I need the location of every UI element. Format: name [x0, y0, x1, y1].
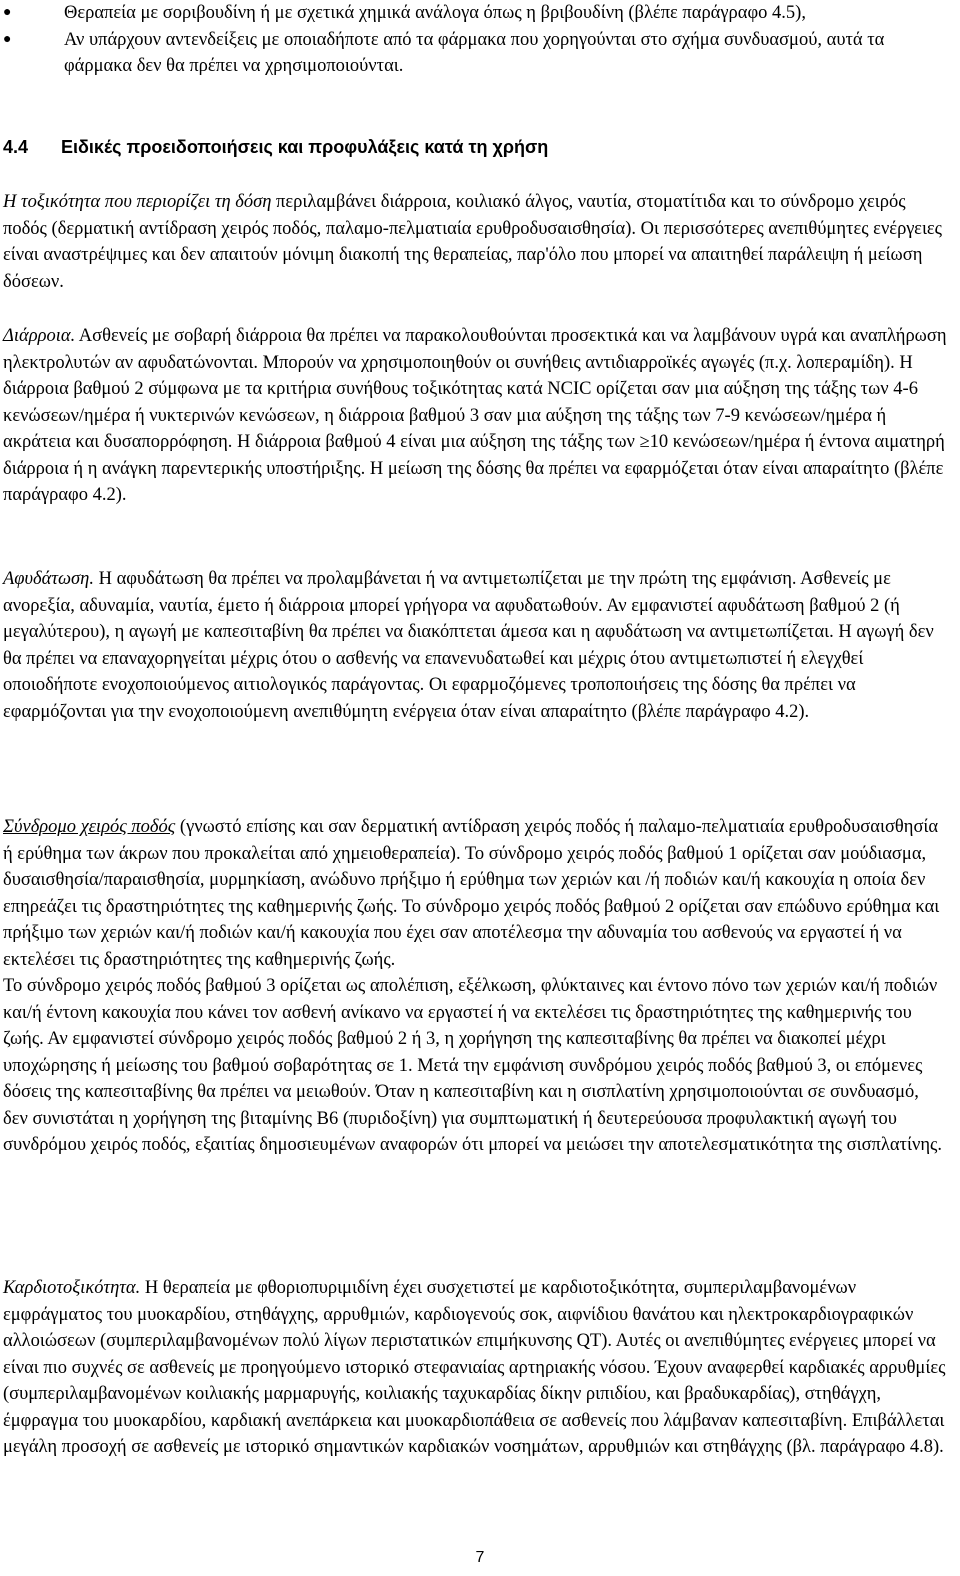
- paragraph-text: περιλαμβάνει διάρροια, κοιλιακό άλγος, ναυτία, στοματίτιδα και το σύνδρομο χειρός ποδός (δερματική αντίδραση χειρός ποδός, παλαμο-πελματιαία ερυθροδυσαισθησία). Οι περισσότερες ανεπιθύμητες ενέργειες είναι αναστρέψιμες και δεν απαιτούν μόνιμη διακοπή της θεραπείας, παρ'όλο που μπορεί να απαιτηθεί παράλειψη ή μείωση δόσεων.: [3, 192, 943, 292]
- paragraph-lead: Σύνδρομο χειρός ποδός: [3, 817, 176, 837]
- paragraph-text: Ασθενείς με σοβαρή διάρροια θα πρέπει να παρακολουθούνται προσεκτικά και να λαμβάνουν υγρά και αναπλήρωση ηλεκτρολυτών αν αφυδατώνονται. Μπορούν να χρησιμοποιηθούν οι συνήθεις αντιδιαρροϊκές αγωγές (π.χ. λοπεραμίδη). Η διάρροια βαθμού 2 σύμφωνα με τα κριτήρια συνήθους τοξικότητας κατά NCIC ορίζεται σαν μια αύξηση της τάξης των 4-6 κενώσεων/ημέρα ή νυκτερινών κενώσεων, η διάρροια βαθμού 3 σαν μια αύξηση της τάξης των 7-9 κενώσεων/ημέρα ή ακράτεια και δυσαπορρόφηση. Η διάρροια βαθμού 4 είναι μια αύξηση της τάξης των ≥10 κενώσεων/ημέρα ή έντονα αιματηρή διάρροια ή η ανάγκη παρεντερικής υποστήριξης. Η μείωση της δόσης θα πρέπει να εφαρμόζεται όταν είναι απαραίτητο (βλέπε παράγραφο 4.2).: [3, 326, 947, 505]
- diarrhoea-paragraph: [3, 323, 947, 509]
- paragraph-text-continued: Το σύνδρομο χειρός ποδός βαθμού 3 ορίζεται ως απολέπιση, εξέλκωση, φλύκταινες και έντονο πόνο των χεριών και/ή ποδιών και/ή έντονη κακουχία που κάνει τον ασθενή ανίκανο να εργαστεί ή να εκτελέσει τις δραστηριότητες της καθημερινής του ζωής. Αν εμφανιστεί σύνδρομο χειρός ποδός βαθμού 2 ή 3, η χορήγηση της καπεσιταβίνης θα πρέπει να διακοπεί μέχρι υποχώρησης ή μείωσης του βαθμού σοβαρότητας σε 1. Μετά την εμφάνιση συνδρόμου χειρός ποδός βαθμού 3, οι επόμενες δόσεις της καπεσιταβίνης θα πρέπει να μειωθούν. Όταν η καπεσιταβίνη και η σισπλατίνη χρησιμοποιούνται σε συνδυασμό, δεν συνιστάται η χορήγηση της βιταμίνης B6 (πυριδοξίνη) για συμπτωματική ή δευτερεύουσα προφυλακτική αγωγή του συνδρόμου χειρός ποδός, εξαιτίας δημοσιευμένων αναφορών ότι μπορεί να μειώσει την αποτελεσματικότητα της σισπλατίνης.: [3, 976, 942, 1155]
- hand-foot-paragraph: [3, 814, 947, 1159]
- bullet-icon: ●: [3, 31, 12, 47]
- dehydration-paragraph: [3, 566, 947, 725]
- bullet-icon: ●: [3, 5, 12, 20]
- list-item: [3, 27, 943, 80]
- contraindication-list: [3, 0, 943, 80]
- list-item: [3, 0, 943, 27]
- paragraph-text: (γνωστό επίσης και σαν δερματική αντίδραση χειρός ποδός ή παλαμο-πελματιαία ερυθροδυσαισθησία ή ερύθημα των άκρων που προκαλείται από χημειοθεραπεία). Το σύνδρομο χειρός ποδός βαθμού 1 ορίζεται σαν μούδιασμα, δυσαισθησία/παραισθησία, μυρμηκίαση, ανώδυνο πρήξιμο ή ερύθημα των χεριών και /ή ποδιών και/ή κακουχία η οποία δεν επηρεάζει τις δραστηριότητες της καθημερινής ζωής. Το σύνδρομο χειρός ποδός βαθμού 2 ορίζεται σαν επώδυνο ερύθημα και πρήξιμο των χεριών και/ή ποδιών και/ή κακουχία που έχει σαν αποτέλεσμα την αδυναμία του ασθενούς να εργαστεί ή να εκτελέσει τις δραστηριότητες της καθημερινής ζωής.: [3, 817, 940, 970]
- section-number: 4.4: [3, 137, 29, 157]
- toxicity-paragraph: [3, 189, 947, 295]
- paragraph-lead: Καρδιοτοξικότητα.: [3, 1278, 141, 1298]
- section-title: Ειδικές προειδοποιήσεις και προφυλάξεις κατά τη χρήση: [61, 137, 549, 157]
- paragraph-lead: Διάρροια.: [3, 326, 76, 346]
- page-number: 7: [475, 1549, 485, 1566]
- section-heading: [3, 134, 943, 161]
- paragraph-lead: Η τοξικότητα που περιορίζει τη δόση: [3, 192, 272, 212]
- paragraph-text: Η αφυδάτωση θα πρέπει να προλαμβάνεται ή να αντιμετωπίζεται με την πρώτη της εμφάνιση. Ασθενείς με ανορεξία, αδυναμία, ναυτία, έμετο ή διάρροια μπορεί γρήγορα να αφυδατωθούν. Αν εμφανιστεί αφυδάτωση βαθμού 2 (ή μεγαλύτερου), η αγωγή με καπεσιταβίνη θα πρέπει να διακόπτεται άμεσα και η αφυδάτωση να αντιμετωπίζεται. Η αγωγή δεν θα πρέπει να επαναχορηγείται μέχρις ότου ο ασθενής να επανενυδατωθεί και μέχρις ότου αντιμετωπιστεί ή ελεγχθεί οποιοδήποτε ενοχοποιούμενος αιτιολογικός παράγοντας. Οι εφαρμοζόμενες τροποποιήσεις της δόσης θα πρέπει να εφαρμόζονται για την ενοχοποιούμενη ανεπιθύμητη ενέργεια όταν είναι απαραίτητο (βλέπε παράγραφο 4.2).: [3, 569, 934, 722]
- list-item-text: Θεραπεία με σοριβουδίνη ή με σχετικά χημικά ανάλογα όπως η βριβουδίνη (βλέπε παράγραφο 4.5),: [64, 3, 806, 23]
- paragraph-lead: Αφυδάτωση.: [3, 569, 94, 589]
- paragraph-text: Η θεραπεία με φθοριοπυριμιδίνη έχει συσχετιστεί με καρδιοτοξικότητα, συμπεριλαμβανομένων εμφράγματος του μυοκαρδίου, στηθάγχης, αρρυθμιών, καρδιογενούς σοκ, αιφνίδιου θανάτου και ηλεκτροκαρδιογραφικών αλλοιώσεων (συμπεριλαμβανομένων πολύ λίγων περιστατικών επιμήκυνσης QT). Αυτές οι ανεπιθύμητες ενέργειες μπορεί να είναι πιο συχνές σε ασθενείς με προηγούμενο ιστορικό στεφανιαίας αρτηριακής νόσου. Έχουν αναφερθεί καρδιακές αρρυθμίες (συμπεριλαμβανομένων κοιλιακής μαρμαρυγής, κοιλιακής ταχυκαρδίας δίκην ριπιδίου, και βραδυκαρδίας), στηθάγχη, έμφραγμα του μυοκαρδίου, καρδιακή ανεπάρκεια και μυοκαρδιοπάθεια σε ασθενείς που λάμβαναν καπεσιταβίνη. Επιβάλλεται μεγάλη προσοχή σε ασθενείς με ιστορικό σημαντικών καρδιακών νοσημάτων, αρρυθμιών και στηθάγχης (βλ. παράγραφο 4.8).: [3, 1278, 946, 1457]
- list-item-text: Αν υπάρχουν αντενδείξεις με οποιαδήποτε από τα φάρμακα που χορηγούνται στο σχήμα συνδυασμού, αυτά τα φάρμακα δεν θα πρέπει να χρησιμοποιούνται.: [64, 29, 885, 76]
- cardiotoxicity-paragraph: [3, 1275, 947, 1461]
